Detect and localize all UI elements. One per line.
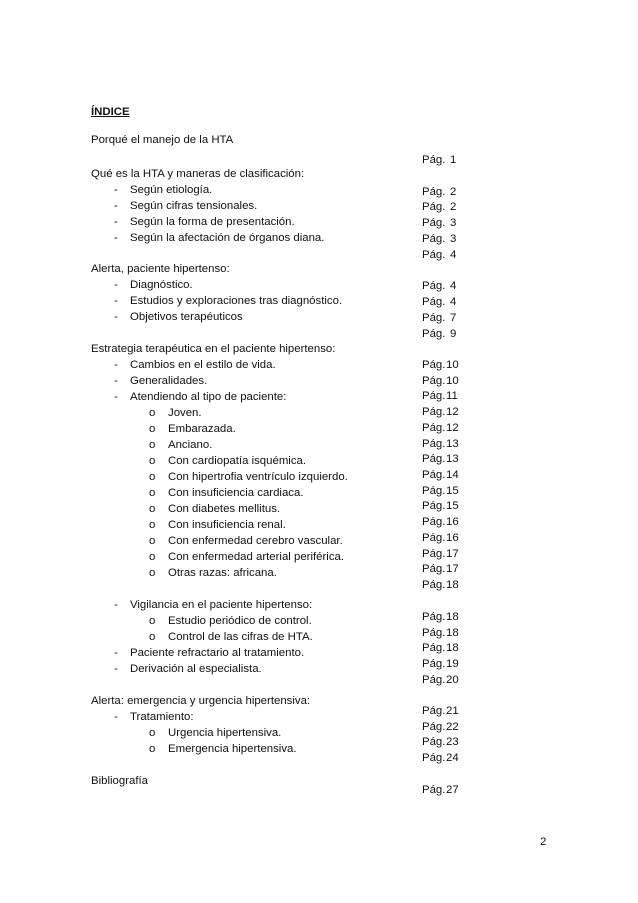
dash-marker: -	[114, 216, 118, 228]
page-ref-number: 20	[446, 674, 459, 686]
page-ref-label: Pág.	[422, 328, 446, 340]
page-ref-label: Pág.	[422, 642, 446, 654]
toc-entry: Con insuficiencia cardiaca.	[168, 487, 304, 499]
dash-marker: -	[114, 599, 118, 611]
page-ref-number: 19	[446, 658, 459, 670]
page-ref-number: 16	[446, 516, 459, 528]
page-ref-number: 2	[450, 201, 457, 213]
bullet-marker: o	[149, 615, 156, 627]
page-ref-label: Pág.	[422, 784, 446, 796]
bullet-marker: o	[149, 455, 156, 467]
page-ref-number: 22	[446, 721, 459, 733]
page-ref-label: Pág.	[422, 721, 446, 733]
page-ref-number: 3	[450, 233, 457, 245]
page-ref-number: 7	[450, 312, 457, 324]
page-ref-number: 24	[446, 752, 459, 764]
page-ref-label: Pág.	[422, 453, 446, 465]
page-ref-label: Pág.	[422, 249, 446, 261]
page-ref-label: Pág.	[422, 563, 446, 575]
page-number: 2	[540, 836, 547, 848]
page-ref-number: 18	[446, 611, 459, 623]
toc-entry: Urgencia hipertensiva.	[168, 727, 282, 739]
page-ref-label: Pág.	[422, 296, 446, 308]
page-ref-number: 17	[446, 563, 459, 575]
bullet-marker: o	[149, 407, 156, 419]
page-ref-number: 1	[450, 154, 457, 166]
dash-marker: -	[114, 663, 118, 675]
page-ref-number: 10	[446, 375, 459, 387]
page-ref-label: Pág.	[422, 233, 446, 245]
page-ref-number: 4	[450, 280, 457, 292]
page-ref-label: Pág.	[422, 548, 446, 560]
toc-entry: Tratamiento:	[130, 711, 194, 723]
toc-entry: Anciano.	[168, 439, 213, 451]
page-ref-number: 15	[446, 485, 459, 497]
dash-marker: -	[114, 311, 118, 323]
page-ref-label: Pág.	[422, 390, 446, 402]
bullet-marker: o	[149, 535, 156, 547]
toc-entry: Derivación al especialista.	[130, 663, 262, 675]
page-ref-label: Pág.	[422, 485, 446, 497]
page-ref-number: 17	[446, 548, 459, 560]
page-ref-label: Pág.	[422, 312, 446, 324]
toc-entry: Con hipertrofia ventrículo izquierdo.	[168, 471, 348, 483]
toc-entry: Con insuficiencia renal.	[168, 519, 286, 531]
toc-entry: Alerta, paciente hipertenso:	[91, 263, 230, 275]
page-ref-label: Pág.	[422, 705, 446, 717]
page-ref-label: Pág.	[422, 375, 446, 387]
page-ref-label: Pág.	[422, 611, 446, 623]
page-ref-number: 15	[446, 500, 459, 512]
toc-entry: Con enfermedad cerebro vascular.	[168, 535, 343, 547]
page-ref-number: 13	[446, 438, 459, 450]
toc-entry: Bibliografía	[91, 775, 148, 787]
bullet-marker: o	[149, 423, 156, 435]
page-ref-label: Pág.	[422, 422, 446, 434]
toc-entry: Diagnóstico.	[130, 279, 193, 291]
bullet-marker: o	[149, 743, 156, 755]
toc-entry: Estudios y exploraciones tras diagnóstico.	[130, 295, 343, 307]
page-ref-number: 23	[446, 736, 459, 748]
page-ref-label: Pág.	[422, 532, 446, 544]
dash-marker: -	[114, 647, 118, 659]
page-ref-label: Pág.	[422, 674, 446, 686]
page-ref-label: Pág.	[422, 579, 446, 591]
dash-marker: -	[114, 391, 118, 403]
page-ref-number: 18	[446, 579, 459, 591]
toc-entry: Estudio periódico de control.	[168, 615, 312, 627]
toc-entry: Porqué el manejo de la HTA	[91, 134, 234, 146]
dash-marker: -	[114, 375, 118, 387]
page-ref-label: Pág.	[422, 516, 446, 528]
page-ref-number: 2	[450, 186, 457, 198]
page-ref-number: 18	[446, 627, 459, 639]
page-ref-number: 4	[450, 296, 457, 308]
page-ref-number: 9	[450, 328, 457, 340]
dash-marker: -	[114, 200, 118, 212]
page-ref-number: 16	[446, 532, 459, 544]
page-ref-number: 12	[446, 422, 459, 434]
page-ref-number: 18	[446, 642, 459, 654]
page-ref-label: Pág.	[422, 201, 446, 213]
toc-entry: Según etiología.	[130, 184, 213, 196]
toc-entry: Alerta: emergencia y urgencia hipertensiva:	[91, 695, 311, 707]
page-ref-label: Pág.	[422, 359, 446, 371]
toc-entry: Objetivos terapéuticos	[130, 311, 243, 323]
page-ref-label: Pág.	[422, 406, 446, 418]
page-ref-label: Pág.	[422, 736, 446, 748]
toc-entry: Según cifras tensionales.	[130, 200, 258, 212]
toc-entry: Vigilancia en el paciente hipertenso:	[130, 599, 313, 611]
toc-entry: Joven.	[168, 407, 202, 419]
bullet-marker: o	[149, 631, 156, 643]
page-ref-label: Pág.	[422, 627, 446, 639]
toc-entry: Con diabetes mellitus.	[168, 503, 281, 515]
toc-entry: Cambios en el estilo de vida.	[130, 359, 276, 371]
toc-entry: Con cardiopatía isquémica.	[168, 455, 307, 467]
index-title: ÍNDICE	[91, 106, 130, 118]
dash-marker: -	[114, 184, 118, 196]
page-ref-number: 14	[446, 469, 459, 481]
dash-marker: -	[114, 295, 118, 307]
page-ref-number: 27	[446, 784, 459, 796]
page-ref-label: Pág.	[422, 500, 446, 512]
toc-entry: Qué es la HTA y maneras de clasificación:	[91, 168, 305, 180]
page-ref-label: Pág.	[422, 469, 446, 481]
toc-entry: Control de las cifras de HTA.	[168, 631, 313, 643]
toc-entry: Generalidades.	[130, 375, 208, 387]
dash-marker: -	[114, 359, 118, 371]
bullet-marker: o	[149, 727, 156, 739]
toc-entry: Atendiendo al tipo de paciente:	[130, 391, 287, 403]
dash-marker: -	[114, 232, 118, 244]
page-ref-number: 12	[446, 406, 459, 418]
page-ref-number: 10	[446, 359, 459, 371]
bullet-marker: o	[149, 439, 156, 451]
page-ref-label: Pág.	[422, 217, 446, 229]
dash-marker: -	[114, 279, 118, 291]
page-ref-number: 13	[446, 453, 459, 465]
bullet-marker: o	[149, 503, 156, 515]
page-ref-number: 11	[446, 390, 458, 402]
page-ref-label: Pág.	[422, 752, 446, 764]
page-ref-label: Pág.	[422, 186, 446, 198]
bullet-marker: o	[149, 519, 156, 531]
dash-marker: -	[114, 711, 118, 723]
toc-entry: Según la afectación de órganos diana.	[130, 232, 325, 244]
page-ref-label: Pág.	[422, 438, 446, 450]
toc-entry: Según la forma de presentación.	[130, 216, 295, 228]
bullet-marker: o	[149, 487, 156, 499]
page-ref-label: Pág.	[422, 154, 446, 166]
page-ref-label: Pág.	[422, 658, 446, 670]
page-ref-label: Pág.	[422, 280, 446, 292]
page-ref-number: 3	[450, 217, 457, 229]
bullet-marker: o	[149, 567, 156, 579]
toc-entry: Emergencia hipertensiva.	[168, 743, 297, 755]
toc-entry: Embarazada.	[168, 423, 236, 435]
toc-entry: Estrategia terapéutica en el paciente hipertenso:	[91, 343, 336, 355]
bullet-marker: o	[149, 471, 156, 483]
toc-entry: Con enfermedad arterial periférica.	[168, 551, 345, 563]
bullet-marker: o	[149, 551, 156, 563]
toc-entry: Paciente refractario al tratamiento.	[130, 647, 305, 659]
page-ref-number: 4	[450, 249, 457, 261]
page-ref-number: 21	[446, 705, 459, 717]
toc-entry: Otras razas: africana.	[168, 567, 277, 579]
